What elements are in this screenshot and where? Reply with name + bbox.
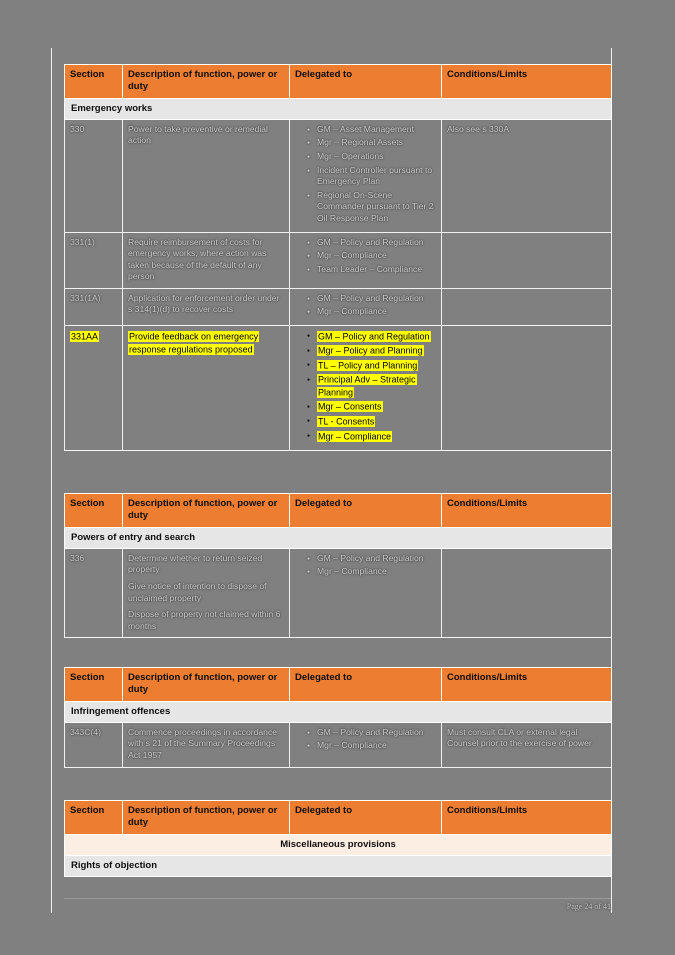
- column-header-delegated-to: Delegated to: [290, 668, 442, 702]
- list-item: ● Mgr – Compliance: [307, 566, 436, 578]
- list-item: [307, 374, 436, 398]
- highlight-mark: Principal Adv – Strategic Planning: [318, 374, 416, 398]
- table-row: [65, 119, 612, 232]
- section-band-label: Infringement offences: [65, 701, 612, 722]
- table-row-highlighted: [65, 326, 612, 451]
- list-item: [307, 415, 436, 427]
- description-paragraph: Determine whether to return seized property: [128, 552, 263, 575]
- list-item: ● GM – Policy and Regulation: [307, 293, 436, 305]
- cell-section: [65, 326, 123, 451]
- column-header-section: Section: [65, 494, 123, 528]
- list-item: ● Mgr – Compliance: [307, 306, 436, 318]
- cell-conditions: [442, 119, 612, 232]
- table-header-row: [65, 494, 612, 528]
- cell-section: [65, 288, 123, 325]
- description-paragraph: Give notice of intention to dispose of unclaimed property: [128, 580, 267, 603]
- cell-description: [123, 288, 290, 325]
- list-item: ● GM – Policy and Regulation: [307, 237, 436, 249]
- footer-divider: [64, 898, 611, 899]
- section-band-infringement-offences: [65, 701, 612, 722]
- description-paragraph: Commence proceedings in accordance with s 21 of the Summary Proceedings Act 1957: [128, 726, 278, 760]
- page-margin-guide-left: [51, 48, 52, 913]
- column-header-description: Description of function, power or duty: [123, 668, 290, 702]
- list-item: [307, 330, 436, 342]
- list-item: ● Incident Controller pursuant to Emergency Plan: [307, 165, 436, 188]
- column-header-conditions: Conditions/Limits: [442, 801, 612, 835]
- section-band-miscellaneous-provisions: [65, 834, 612, 855]
- table-emergency-works: [64, 64, 611, 451]
- section-number: 330: [70, 123, 85, 134]
- conditions-text: Must consult CLA or external legal Counsel prior to the exercise of power: [447, 726, 592, 749]
- column-header-conditions: Conditions/Limits: [442, 65, 612, 99]
- section-band-rights-of-objection: [65, 855, 612, 876]
- column-header-conditions: Conditions/Limits: [442, 668, 612, 702]
- cell-description: [123, 119, 290, 232]
- list-item: ● GM – Asset Management: [307, 124, 436, 136]
- description-paragraph: Power to take preventive or remedial action: [128, 123, 268, 146]
- highlight-mark: TL - Consents: [318, 416, 375, 427]
- delegated-list: [295, 237, 436, 276]
- cell-delegated-to: [290, 288, 442, 325]
- highlight-mark: Mgr – Consents: [318, 401, 382, 412]
- delegated-list: [295, 124, 436, 225]
- highlight-mark: GM – Policy and Regulation: [318, 331, 430, 342]
- cell-conditions: [442, 326, 612, 451]
- column-header-conditions: Conditions/Limits: [442, 494, 612, 528]
- table-row: [65, 288, 612, 325]
- cell-delegated-to: [290, 232, 442, 288]
- table-row: [65, 548, 612, 638]
- section-number: [70, 331, 99, 342]
- delegated-list: [295, 553, 436, 578]
- list-item: ● GM – Policy and Regulation: [307, 727, 436, 739]
- list-item: ● Mgr – Regional Assets: [307, 137, 436, 149]
- conditions-text: Also see s 330A: [447, 123, 510, 134]
- cell-description: [123, 548, 290, 638]
- cell-delegated-to: [290, 326, 442, 451]
- table-header-row: [65, 668, 612, 702]
- column-header-description: Description of function, power or duty: [123, 65, 290, 99]
- description-paragraph: Application for enforcement order under s 314(1)(d) to recover costs: [128, 292, 280, 315]
- cell-description: [123, 722, 290, 767]
- table-header-row: [65, 801, 612, 835]
- list-item: ● Mgr – Compliance: [307, 250, 436, 262]
- cell-section: [65, 232, 123, 288]
- cell-conditions: [442, 288, 612, 325]
- list-item: ● Regional On-Scene Commander pursuant to Tier 2 Oil Response Plan: [307, 190, 436, 225]
- table-powers-of-entry-and-search: [64, 493, 611, 638]
- highlight-mark: Mgr – Compliance: [318, 431, 392, 442]
- column-header-delegated-to: Delegated to: [290, 494, 442, 528]
- section-number: 336: [70, 552, 85, 563]
- section-band-powers-of-entry-and-search: [65, 527, 612, 548]
- highlight-mark: TL – Policy and Planning: [318, 360, 418, 371]
- description-paragraph: Dispose of property not claimed within 6 months: [128, 609, 281, 631]
- cell-delegated-to: [290, 548, 442, 638]
- section-band-emergency-works: [65, 98, 612, 119]
- delegated-list: [295, 330, 436, 442]
- cell-section: [65, 548, 123, 638]
- highlight-mark: Mgr – Policy and Planning: [318, 345, 423, 356]
- highlight-mark: Provide feedback on emergency response regulations proposed: [129, 331, 259, 355]
- section-number: 343C(4): [70, 726, 102, 737]
- list-item: ● GM – Policy and Regulation: [307, 553, 436, 565]
- column-header-section: Section: [65, 668, 123, 702]
- section-number: 331(1): [70, 236, 95, 247]
- cell-description: [123, 326, 290, 451]
- cell-delegated-to: [290, 119, 442, 232]
- column-header-description: Description of function, power or duty: [123, 494, 290, 528]
- table-row: [65, 722, 612, 767]
- column-header-delegated-to: Delegated to: [290, 801, 442, 835]
- column-header-section: Section: [65, 65, 123, 99]
- description-paragraph: Require reimbursement of costs for emergency works, where action was taken because of the default of any person: [128, 236, 267, 282]
- delegated-list: [295, 293, 436, 318]
- column-header-section: Section: [65, 801, 123, 835]
- list-item: [307, 345, 436, 357]
- cell-conditions: [442, 722, 612, 767]
- list-item: [307, 401, 436, 413]
- table-miscellaneous-provisions: [64, 800, 611, 877]
- table-header-row: [65, 65, 612, 99]
- section-band-label: Rights of objection: [65, 855, 612, 876]
- list-item: [307, 430, 436, 442]
- section-band-label: Miscellaneous provisions: [65, 834, 612, 855]
- section-band-label: Powers of entry and search: [65, 527, 612, 548]
- cell-description: [123, 232, 290, 288]
- cell-section: [65, 119, 123, 232]
- cell-delegated-to: [290, 722, 442, 767]
- highlight-mark: 331AA: [71, 331, 99, 342]
- delegated-list: [295, 727, 436, 752]
- list-item: ● Team Leader – Compliance: [307, 264, 436, 276]
- column-header-delegated-to: Delegated to: [290, 65, 442, 99]
- list-item: ● Mgr – Compliance: [307, 740, 436, 752]
- list-item: [307, 359, 436, 371]
- section-number: 331(1A): [70, 292, 101, 303]
- table-infringement-offences: [64, 667, 611, 768]
- description-paragraph: [128, 330, 284, 356]
- section-band-label: Emergency works: [65, 98, 612, 119]
- list-item: ● Mgr – Operations: [307, 151, 436, 163]
- table-row: [65, 232, 612, 288]
- cell-conditions: [442, 548, 612, 638]
- page-number-footer: Page 24 of 41: [566, 902, 611, 911]
- cell-section: [65, 722, 123, 767]
- cell-conditions: [442, 232, 612, 288]
- column-header-description: Description of function, power or duty: [123, 801, 290, 835]
